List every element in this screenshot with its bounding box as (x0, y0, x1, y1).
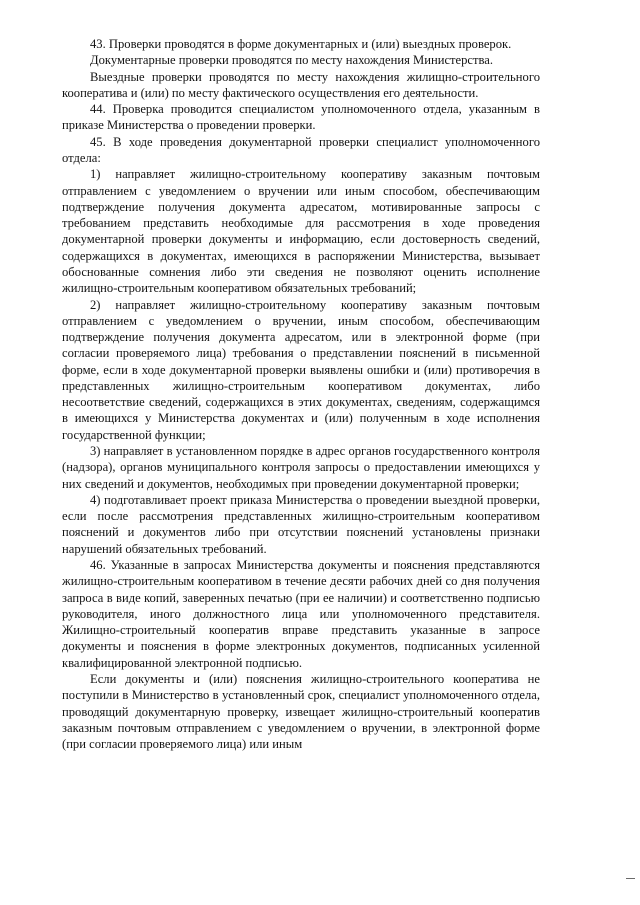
paragraph-documentary-checks: Документарные проверки проводятся по месту нахождения Министерства. (90, 53, 494, 68)
document-body (62, 36, 540, 752)
paragraph-46: 46. Указанные в запросах Министерства документы и пояснения представляются жилищно-строительным кооперативом в течение десяти рабочих дней со дня получения запроса в виде копий, заверенных печатью (при ее наличии) и соответственно подписью руководителя, иного должностного лица или уполномоченного представителя. Жилищно-строительный кооператив вправе представить указанные в запросе документы и пояснения в форме электронных документов, подписанных усиленной квалифицированной электронной подписью. (62, 558, 540, 670)
scan-edge-mark (626, 878, 635, 879)
paragraph-field-checks: Выездные проверки проводятся по месту нахождения жилищно-строительного кооператива и (или) по месту фактического осуществления его деятельности. (62, 69, 540, 100)
paragraph-46-continuation: Если документы и (или) пояснения жилищно-строительного кооператива не поступили в Министерство в установленный срок, специалист уполномоченного отдела, проводящий документарную проверку, извещает жилищно-строительный кооператив заказным почтовым отправлением с уведомлением о вручении, в электронной форме (при согласии проверяемого лица) или иным (62, 671, 540, 752)
paragraph-45: 45. В ходе проведения документарной проверки специалист уполномоченного отдела: (62, 134, 540, 165)
list-item-45-2: 2) направляет жилищно-строительному кооперативу заказным почтовым отправлением с уведомлением о вручении, иным способом, обеспечивающим подтверждение получения документа адресатом, или в электронной форме (при согласии проверяемого лица) требования о представлении пояснений в письменной форме, если в ходе документарной проверки выявлены ошибки и (или) противоречия в представленных жилищно-строительным кооперативом документах, либо несоответствие сведений, содержащихся в этих документах, сведениям, содержащимся в имеющихся у Министерства документах и (или) полученным в ходе исполнения государственной функции; (62, 297, 540, 442)
paragraph-43: 43. Проверки проводятся в форме документарных и (или) выездных проверок. (90, 37, 512, 51)
list-item-45-3: 3) направляет в установленном порядке в адрес органов государственного контроля (надзора), органов муниципального контроля запросы о предоставлении имеющихся у них сведений и документов, необходимых при проведении документарной проверки; (62, 444, 540, 491)
list-item-45-4: 4) подготавливает проект приказа Министерства о проведении выездной проверки, если после рассмотрения представленных жилищно-строительным кооперативом пояснений и документов либо при отсутствии пояснений установлены признаки нарушений обязательных требований. (62, 492, 540, 556)
paragraph-44: 44. Проверка проводится специалистом уполномоченного отдела, указанным в приказе Министерства о проведении проверки. (62, 102, 540, 133)
list-item-45-1: 1) направляет жилищно-строительному кооперативу заказным почтовым отправлением с уведомлением о вручении или иным способом, обеспечивающим подтверждение получения документа адресатом, мотивированные запросы с требованием представить необходимые для рассмотрения в ходе проведения документарной проверки документы и информацию, если достоверность сведений, содержащихся в документах, имеющихся в распоряжении Министерства, вызывает обоснованные сомнения либо эти сведения не позволяют оценить исполнение жилищно-строительным кооперативом обязательных требований; (62, 167, 540, 296)
